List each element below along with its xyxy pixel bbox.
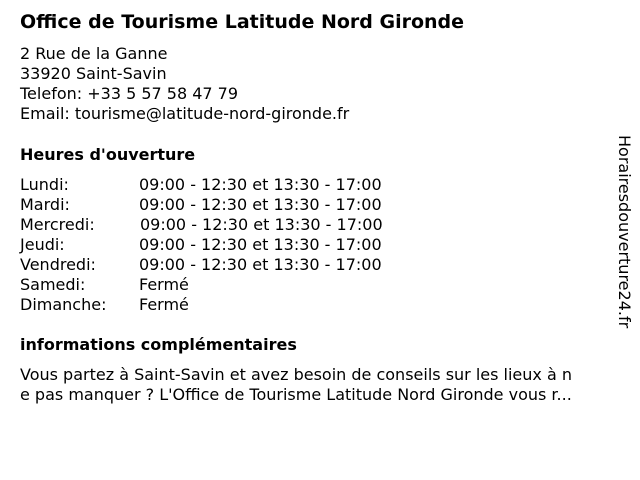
day-hours: Fermé — [139, 275, 189, 294]
day-hours: Fermé — [139, 295, 189, 314]
description-line: Vous partez à Saint-Savin et avez besoin de conseils sur les lieux à n — [20, 365, 572, 384]
contact-block — [20, 44, 349, 124]
email-address: Email: tourisme@latitude-nord-gironde.fr — [20, 104, 350, 123]
hours-row-monday — [20, 175, 440, 195]
hours-row-friday — [20, 255, 440, 275]
day-label: Mercredi: — [20, 215, 95, 234]
site-watermark — [612, 135, 636, 375]
day-hours: 09:00 - 12:30 et 13:30 - 17:00 — [139, 255, 382, 274]
hours-row-wednesday — [20, 215, 440, 235]
day-hours: 09:00 - 12:30 et 13:30 - 17:00 — [139, 235, 382, 254]
address-city: 33920 Saint-Savin — [20, 64, 167, 83]
day-hours: 09:00 - 12:30 et 13:30 - 17:00 — [139, 175, 382, 194]
additional-info-text — [20, 365, 622, 405]
opening-hours-table — [20, 175, 440, 315]
day-label: Lundi: — [20, 175, 69, 194]
watermark-text: Horairesdouverture24.fr — [615, 135, 634, 329]
day-label: Vendredi: — [20, 255, 96, 274]
day-hours: 09:00 - 12:30 et 13:30 - 17:00 — [140, 215, 383, 234]
hours-row-sunday — [20, 295, 440, 315]
day-hours: 09:00 - 12:30 et 13:30 - 17:00 — [139, 195, 382, 214]
address-street: 2 Rue de la Ganne — [20, 44, 168, 63]
day-label: Mardi: — [20, 195, 70, 214]
day-label: Samedi: — [20, 275, 86, 294]
office-title: Office de Tourisme Latitude Nord Gironde — [20, 11, 465, 33]
phone-number: Telefon: +33 5 57 58 47 79 — [20, 84, 239, 103]
hours-row-saturday — [20, 275, 440, 295]
day-label: Jeudi: — [20, 235, 65, 254]
hours-row-tuesday — [20, 195, 440, 215]
day-label: Dimanche: — [20, 295, 107, 314]
description-line: e pas manquer ? L'Office de Tourisme Latitude Nord Gironde vous r... — [20, 385, 572, 404]
additional-info-heading: informations complémentaires — [20, 335, 297, 354]
opening-hours-heading: Heures d'ouverture — [20, 145, 196, 164]
hours-row-thursday — [20, 235, 440, 255]
